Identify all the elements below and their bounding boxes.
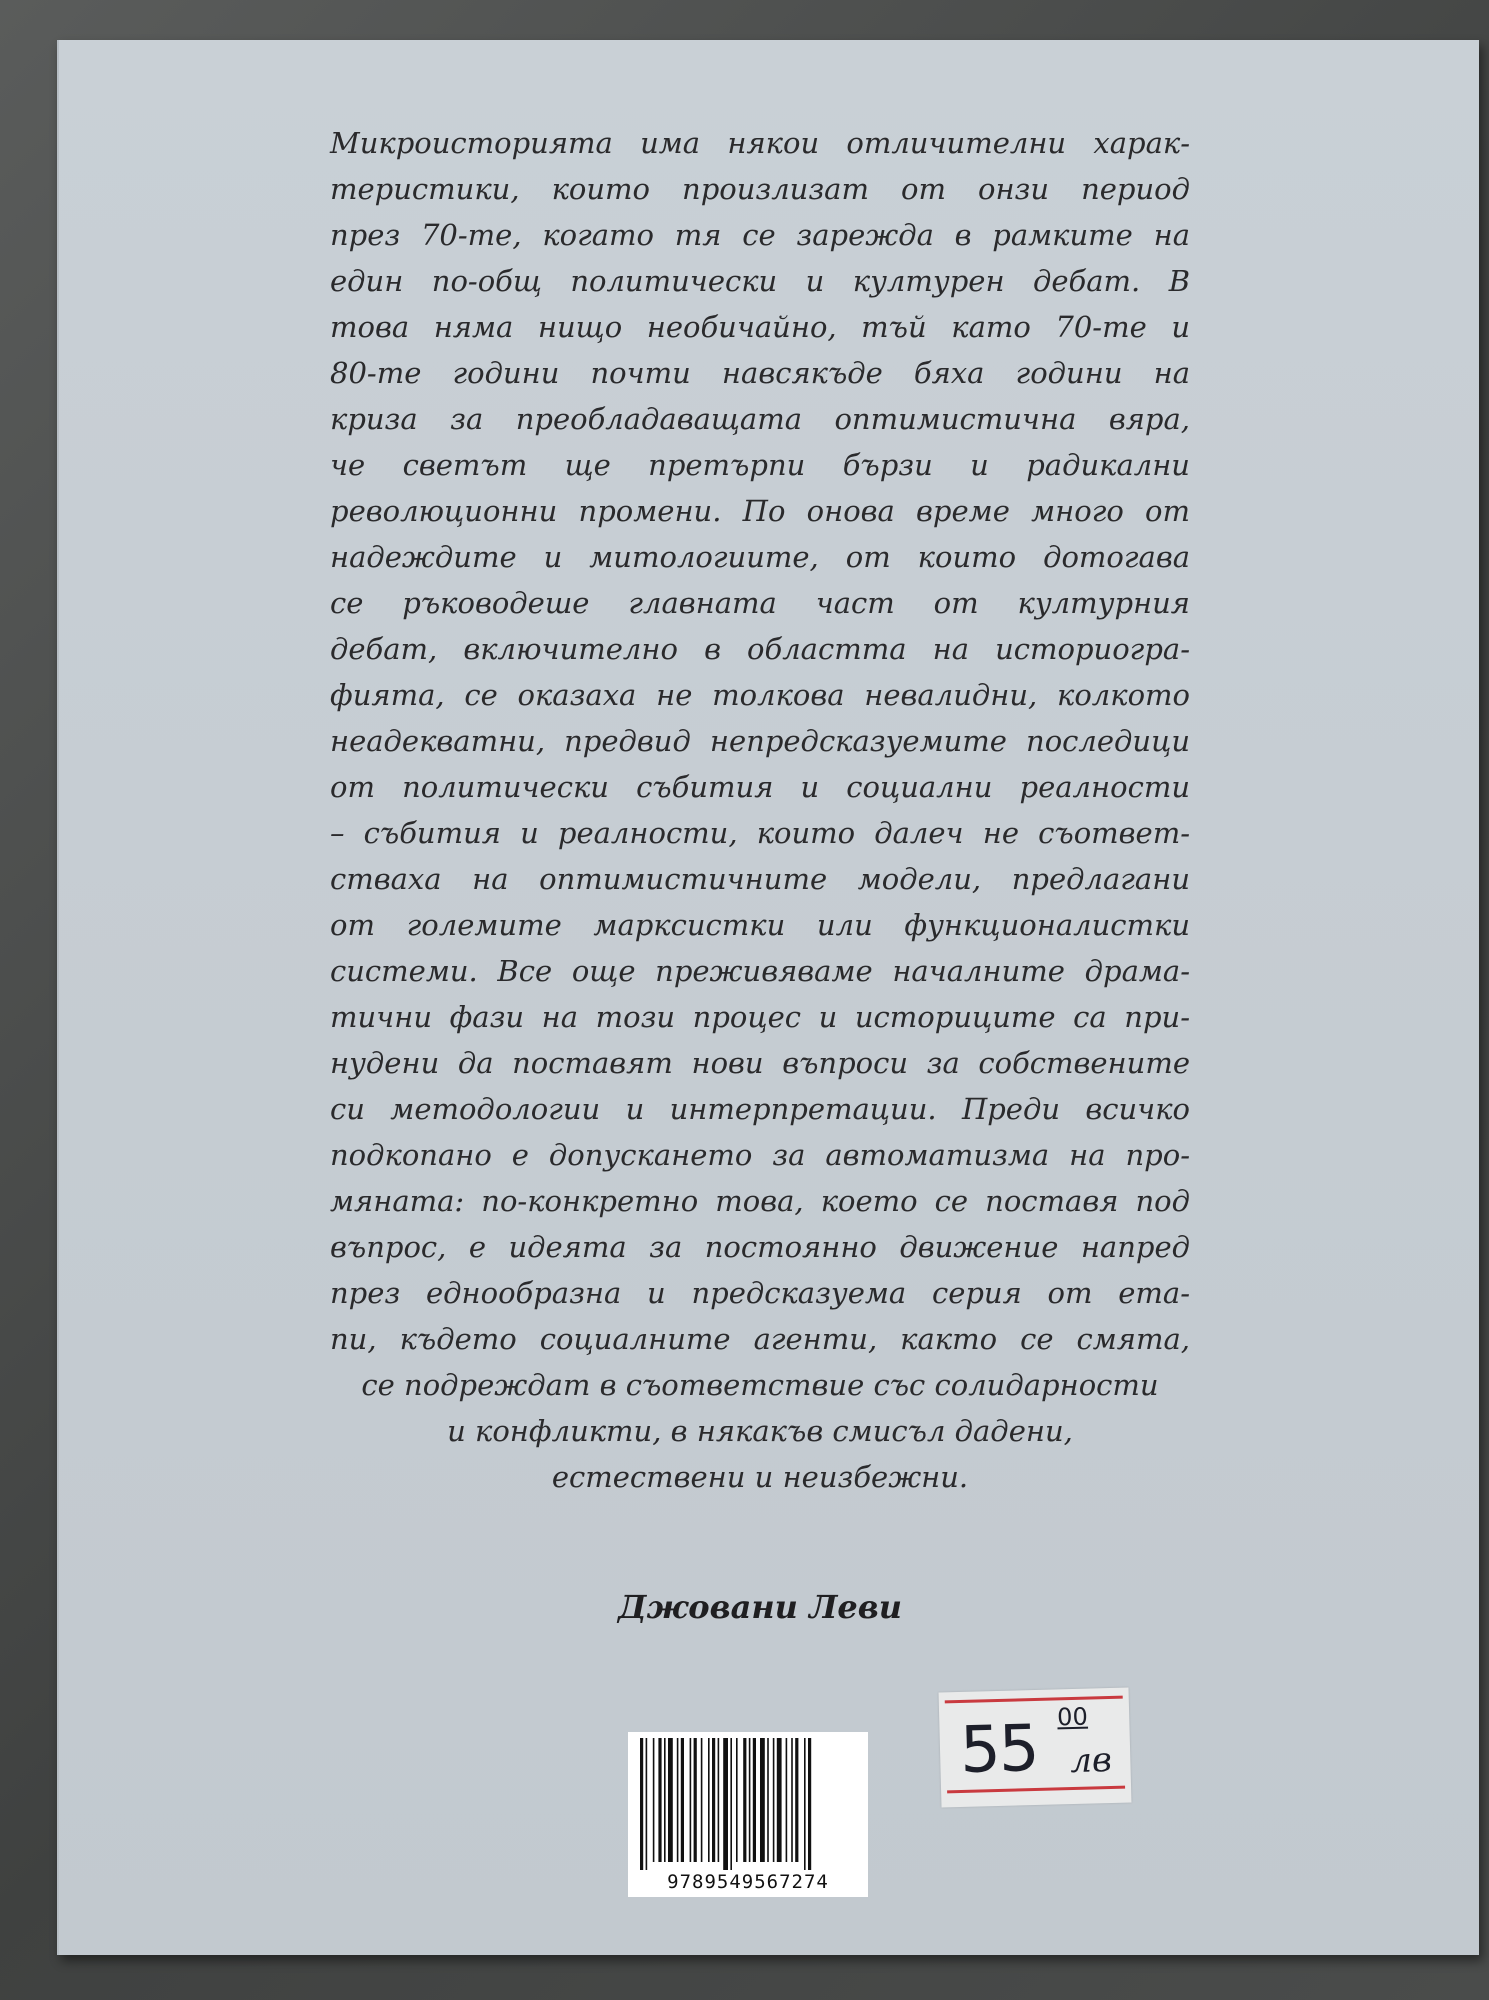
barcode-bar <box>718 1738 720 1862</box>
barcode-bar <box>664 1738 666 1862</box>
barcode-bar <box>640 1738 643 1870</box>
blurb-line: от големите марксистки или функционалистки <box>330 908 1190 942</box>
blurb-line: това няма нищо необичайно, тъй като 70-те и <box>330 310 1190 344</box>
barcode-bar <box>749 1738 751 1862</box>
barcode-bar <box>701 1738 703 1862</box>
blurb-line: през еднообразна и предсказуема серия от ета- <box>330 1276 1190 1310</box>
barcode-bar <box>773 1738 775 1862</box>
barcode-bars <box>628 1732 868 1872</box>
barcode-bar <box>723 1738 728 1870</box>
blurb-line: надеждите и митологиите, от които дотогава <box>330 540 1190 574</box>
blurb-line: един по-общ политически и културен дебат. В <box>330 264 1190 298</box>
price-amount: 55 <box>959 1711 1039 1788</box>
barcode-bar <box>795 1738 798 1862</box>
blurb-line: 80-те години почти навсякъде бяха години на <box>330 356 1190 390</box>
barcode-bar <box>743 1738 746 1862</box>
barcode-bar <box>681 1738 684 1862</box>
barcode-bar <box>708 1738 710 1862</box>
barcode-bar <box>694 1738 697 1862</box>
price-currency: лв <box>1069 1740 1113 1782</box>
blurb-line: неадекватни, предвид непредсказуемите последици <box>330 724 1190 758</box>
blurb-line: се ръководеше главната част от културния <box>330 586 1190 620</box>
barcode-bar <box>753 1738 756 1862</box>
price-sticker <box>939 1688 1132 1808</box>
blurb-line: си методологии и интерпретации. Преди всичко <box>330 1092 1190 1126</box>
blurb-line: криза за преобладаващата оптимистична вяра, <box>330 402 1190 436</box>
blurb-line: пи, където социалните агенти, както се смята, <box>330 1322 1190 1356</box>
barcode-bar <box>646 1738 648 1870</box>
blurb-line: нудени да поставят нови въпроси за собствените <box>330 1046 1190 1080</box>
blurb-line: от политически събития и социални реалности <box>330 770 1190 804</box>
barcode-bar <box>804 1738 806 1870</box>
blurb-line: дебат, включително в областта на историогра- <box>330 632 1190 666</box>
isbn-barcode <box>628 1732 868 1897</box>
barcode-bar <box>690 1738 692 1862</box>
barcode-bar <box>791 1738 793 1862</box>
blurb-line: естествени и неизбежни. <box>551 1460 969 1494</box>
price-sticker-line <box>945 1696 1123 1704</box>
blurb-text <box>330 120 1190 1500</box>
blurb-line: теристики, които произлизат от онзи период <box>330 172 1190 206</box>
blurb-line: се подреждат в съответствие със солидарности <box>361 1368 1159 1402</box>
barcode-bar <box>668 1738 673 1862</box>
barcode-bar <box>712 1738 715 1862</box>
barcode-bar <box>677 1738 679 1862</box>
blurb-line: тични фази на този процес и историците са при- <box>330 1000 1190 1034</box>
barcode-bar <box>808 1738 811 1870</box>
blurb-line: подкопано е допускането за автоматизма на про- <box>330 1138 1190 1172</box>
price-cents: 00 <box>1056 1702 1089 1732</box>
blurb-line: – събития и реалности, които далеч не съответ- <box>330 816 1190 850</box>
blurb-line: и конфликти, в някакъв смисъл дадени, <box>447 1414 1073 1448</box>
blurb-line: стваха на оптимистичните модели, предлагани <box>330 862 1190 896</box>
author-name: Джовани Леви <box>618 1588 902 1626</box>
isbn-number: 9789549567274 <box>667 1871 829 1893</box>
blurb-line: въпрос, е идеята за постоянно движение напред <box>330 1230 1190 1264</box>
barcode-bar <box>658 1738 661 1862</box>
barcode-bar <box>760 1738 765 1862</box>
barcode-bar <box>777 1738 782 1862</box>
blurb-line: системи. Все още преживяваме началните драма- <box>330 954 1190 988</box>
barcode-bar <box>653 1738 655 1862</box>
blurb-line: през 70-те, когато тя се зарежда в рамките на <box>330 218 1190 252</box>
barcode-bar <box>730 1738 732 1870</box>
blurb-line: че светът ще претърпи бързи и радикални <box>330 448 1190 482</box>
blurb-line: революционни промени. По онова време много от <box>330 494 1190 528</box>
blurb-line: Микроисторията има някои отличителни харак- <box>330 126 1190 160</box>
barcode-bar <box>767 1738 769 1862</box>
blurb-line: фията, се оказаха не толкова невалидни, колкото <box>330 678 1190 712</box>
blurb-line: мяната: по-конкретно това, което се поставя под <box>330 1184 1190 1218</box>
barcode-bar <box>736 1738 738 1862</box>
barcode-bar <box>786 1738 788 1862</box>
